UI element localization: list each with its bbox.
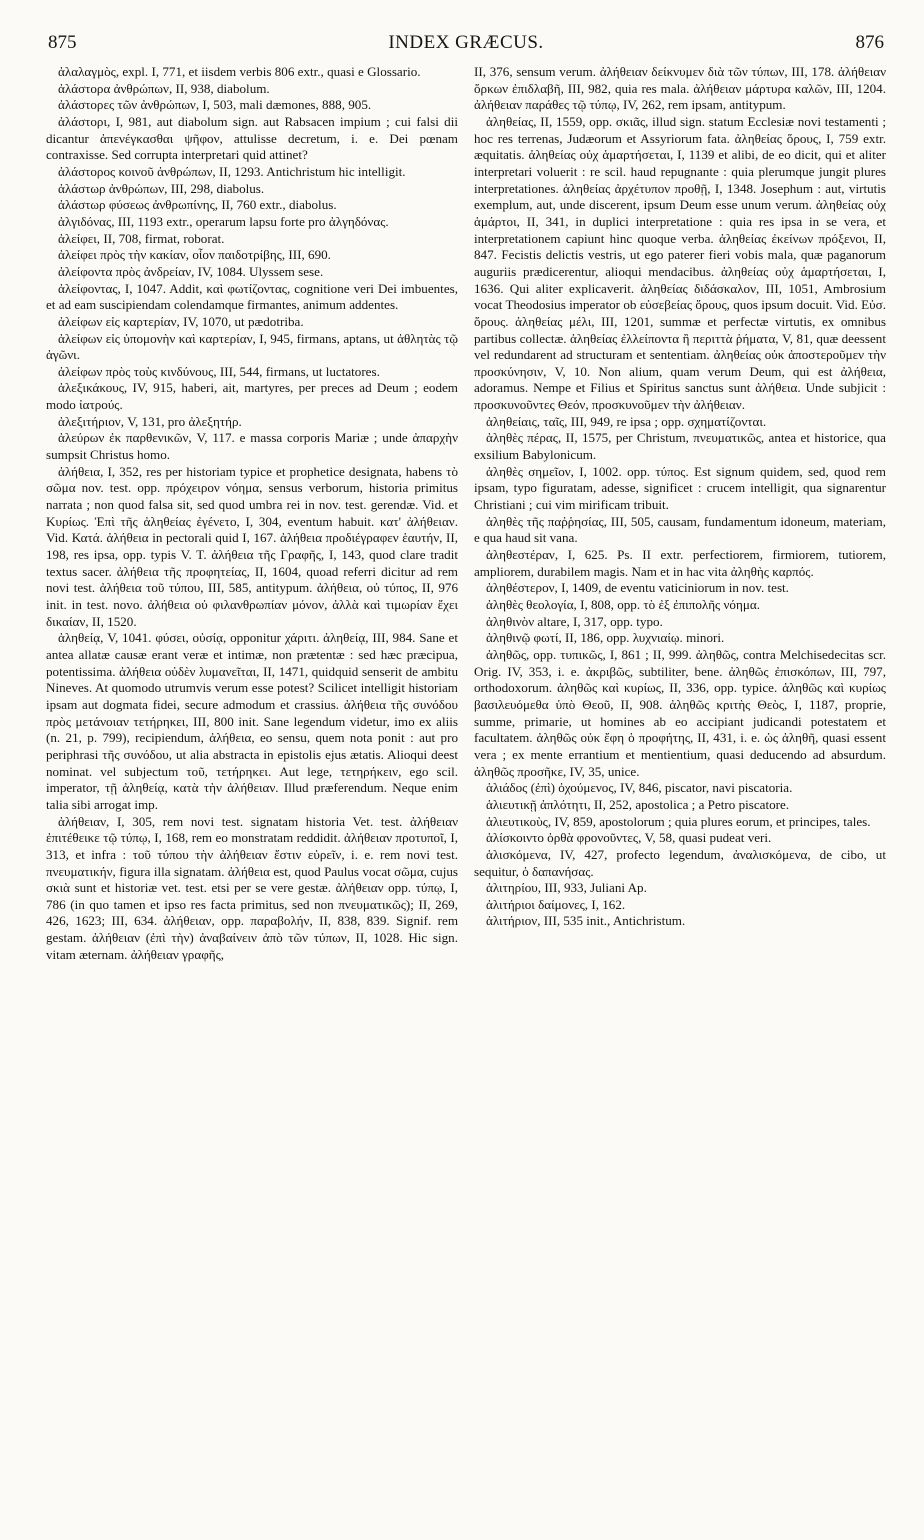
index-entry: ἀληθείᾳ, V, 1041. φύσει, οὐσίᾳ, opponitur χάριτι. ἀληθείᾳ, III, 984. Sane et antea allatæ causæ erant veræ et intimæ, non prætentæ : sed hæc præcipua, potentissima. ἀλήθεια οὐδὲν λυμανεῖται, II, 1471, quidquid senserit de ambitu Nineves. At quomodo utrumvis verum esse potest? Scilicet intelligit historiam ipsam aut dogmata fidei, secure admodum et crassius. ἀλήθεια τῆς συνόδου πρὸς μετάνοιαν τετήρηκει, III, 800 init. Sane legendum videtur, imo ex aliis (n. 21, p. 799), recipiendum, ἀλήθεια, eo sensu, quem nota ponit : aut pro periphrasi τῆς συνόδου, ut alia abstracta in epistolis ejus ætatis. Alioqui deest nominat. vel subjectum τοῦ, τετήρηκει. Aut lege, τετηρήκειν, ego scil. imperator, τῇ ἀληθείᾳ, κατὰ τὴν ἀλήθειαν. Illud præferendum. Neque enim talia sibi arrogat imp. — [46, 630, 458, 812]
index-entry: ἀληθὲς θεολογία, I, 808, opp. τὸ ἐξ ἐπιπολῆς νόημα. — [486, 597, 760, 612]
index-entry: ἀλάστορος κοινοῦ ἀνθρώπων, II, 1293. Antichristum hic intelligit. — [58, 163, 406, 179]
index-entry: ἀλείφοντα πρὸς ἀνδρείαν, IV, 1084. Ulyssem sese. — [58, 263, 324, 279]
index-entry: ἀλάστωρ ἀνθρώπων, III, 298, diabolus. — [58, 180, 265, 196]
index-entry: ἀλάστορες τῶν ἀνθρώπων, I, 503, mali dæmones, 888, 905. — [58, 97, 372, 113]
index-entry: ἀλιτήριον, III, 535 init., Antichristum. — [486, 913, 686, 929]
index-entry: ἀληθεστέραν, I, 625. Ps. II extr. perfectiorem, firmiorem, tutiorem, ampliorem, durabilem magis. Nam et in hac vita ἀληθὴς καρπός. — [474, 547, 886, 579]
index-entry: ἀλήθεια, I, 352, res per historiam typice et prophetice designata, habens τὸ σῶμα nov. test. opp. πρόχειρον νόημα, sensus verborum, historia primitus narrata ; non quod falsa sit, sed quod umbra rei in nov. test. gerendæ. Vid. et Κυρίως. Ἐπὶ τῆς ἀληθείας ἐγένετο, I, 304, eventum habuit. κατ' ἀλήθειαν. Vid. Κατά. ἀλήθεια in pectorali quid I, 167. ἀλήθεια προδιέγραφεν ἑαυτήν, II, 198, res ipsa, opp. typis V. T. ἀλήθεια τῆς Γραφῆς, I, 143, quod clare tradit textus sacer. ἀλήθεια τῆς προφητείας, II, 1604, quoad referri dicitur ad rem novi test. ἀλήθεια τοῦ τύπου, III, 585, antitypum. ἀλήθεια, οὐ τύπος, II, 976 init. in test. novo. ἀλήθεια οὐ φιλανθρωπίαν μόνον, ἀλλὰ καὶ τιμωρίαν ἔχει δικαίαν, II, 1520. — [46, 463, 458, 629]
index-entry: ἀλείφων εἰς καρτερίαν, IV, 1070, ut pædotriba. — [58, 313, 304, 329]
index-entry: ἁλιάδος (ἐπὶ) ὀχούμενος, IV, 846, piscator, navi piscatoria. — [486, 780, 793, 796]
page-title: INDEX GRÆCUS. — [388, 32, 544, 53]
index-entry: ἀληθινὸν altare, I, 317, opp. typo. — [486, 613, 663, 629]
index-entry: ἀλείφει, II, 708, firmat, roborat. — [58, 230, 225, 246]
index-entry: ἀλιτήριοι δαίμονες, I, 162. — [486, 896, 626, 912]
page-number-right: 876 — [855, 32, 884, 53]
index-entry: ἀλείφοντας, I, 1047. Addit, καὶ φωτίζοντας, cognitione veri Dei imbuentes, et ad eam suscipiendam colendamque firmantes, animum addentes. — [46, 280, 458, 313]
index-entry: ἀλιτηρίου, III, 933, Juliani Ap. — [486, 880, 647, 896]
index-entry: II, 376, sensum verum. ἀλήθειαν δείκνυμεν διὰ τῶν τύπων, III, 178. ἀλήθειαν ὅρκων ἐπιδλαβῆ, III, 982, quia res mala. ἀλήθειαν μάρτυρα καλῶν, III, 1204. ἀλήθειαν παράθες τῷ τύπῳ, IV, 262, rem ipsam, antitypum. — [474, 64, 886, 113]
index-entry: ἀλεύρων ἐκ παρθενικῶν, V, 117. e massa corporis Mariæ ; unde ἀπαρχὴν sumpsit Christus homo. — [46, 430, 458, 463]
index-entry: ἀλαλαγμὸς, expl. I, 771, et iisdem verbis 806 extr., quasi e Glossario. — [58, 64, 421, 79]
index-entry: ἀλάστωρ φύσεως ἀνθρωπίνης, II, 760 extr., diabolus. — [58, 197, 337, 213]
left-column — [46, 64, 458, 963]
index-entry: ἀληθὲς πέρας, II, 1575, per Christum, πνευματικῶς, antea et historice, qua exsilium Babylonicum. — [474, 430, 886, 463]
index-entry: ἀληθινῷ φωτί, II, 186, opp. λυχνιαίῳ. minori. — [486, 630, 725, 646]
index-entry: ἀλήθειαν, I, 305, rem novi test. signatam historia Vet. test. ἀλήθειαν ἐπιτέθεικε τῷ τύπῳ, I, 168, rem eo monstratam reddidit. ἀλήθειαν προτυποῖ, I, 313, et infra : τοῦ τύπου τὴν ἀλήθειαν ἔστιν εὑρεῖν, i. e. rem novi test. πνευματικήν, figura illa signatam. ἀλήθεια est, quod Paulus vocat σῶμα, cujus σκιὰ sunt et historiæ vet. test. etsi per se vere gestæ. ἀλήθειαν opp. τύπῳ, I, 786 (in quo tamen et ipso res facta primitus, sed non πνευματικῶς); II, 269, 426, 1623; III, 634. ἀλήθειαν, opp. παραβολήν, II, 838, 839. Signif. rem gestam. ἀλήθειαν (ἐπὶ τὴν) ἀναβαίνειν ἀπὸ τῶν τύπων, II, 1028. Hic sign. vitam æternam. ἀλήθειαν γραφῆς, — [46, 813, 458, 962]
index-entry: ἁλιευτικῇ ἀπλότητι, II, 252, apostolica ; a Petro piscatore. — [486, 796, 790, 812]
index-entry: ἀληθῶς, opp. τυπικῶς, I, 861 ; II, 999. ἀληθῶς, contra Melchisedecitas scr. Orig. IV, 353, i. e. ἀκριβῶς, subtiliter, bene. ἀληθῶς ἐπισκόπων, III, 797, orthodoxorum. ἀληθῶς καὶ κυρίως, II, 336, opp. typice. ἀληθῶς καὶ κυρίως βασιλευόμεθα ὑπὸ Θεοῦ, II, 908. ἀληθῶς κριτὴς Θεὸς, I, 1187, proprie, summe, primarie, ut homines ab eo accipiant judicandi potestatem et facultatem. ἀληθῶς οὐκ ἔφη ὁ προφήτης, II, 431, i. e. ὡς ἀληθῆ, quasi essent vera ; ex mente errantium et mentientium, quasi deducendo ad absurdum. ἀληθῶς προσῆκε, IV, 35, unice. — [474, 646, 886, 779]
right-column — [474, 64, 886, 930]
running-header — [48, 32, 884, 60]
index-entry: ἀληθέστερον, I, 1409, de eventu vaticiniorum in nov. test. — [486, 580, 789, 596]
index-entry: ἀλείφων εἰς ὑπομονὴν καὶ καρτερίαν, I, 945, firmans, aptans, ut ἀθλητὰς τῷ ἀγῶνι. — [46, 330, 458, 363]
index-entry: ἀλείφων πρὸς τοὺς κινδύνους, III, 544, firmans, ut luctatores. — [58, 363, 380, 379]
index-entry: ἁλισκόμενα, IV, 427, profecto legendum, ἀναλισκόμενα, de cibo, ut sequitur, ὁ δαπανήσας. — [474, 846, 886, 879]
index-entry: ἀληθείαις, ταῖς, III, 949, re ipsa ; opp. σχηματίζονται. — [486, 413, 767, 429]
index-entry: ἀληθὲς τῆς παῤῥησίας, III, 505, causam, fundamentum idoneum, materiam, e qua haud sit vana. — [474, 513, 886, 546]
index-entry: ἀλάστορα ἀνθρώπων, II, 938, diabolum. — [58, 80, 270, 96]
index-entry: ἀλγιδόνας, III, 1193 extr., operarum lapsu forte pro ἀλγηδόνας. — [58, 213, 389, 229]
index-entry: ἀληθὲς σημεῖον, I, 1002. opp. τύπος. Est signum quidem, sed, quod rem ipsam, typo figuratam, adesse, significet : crucem intelligit, qua signarentur Christiani ; cui vim mirificam tribuit. — [474, 463, 886, 513]
index-entry: ἀλείφει πρὸς τὴν κακίαν, οἷον παιδοτρίβης, III, 690. — [58, 247, 331, 263]
index-entry: ἀλάστορι, I, 981, aut diabolum sign. aut Rabsacen impium ; cui falsi dii dicantur ἀπενέγκασθαι ψῆφον, attulisse decretum, i. e. Dei pœnam contraxisse. Sed corrupta interpretari quid attinet? — [46, 113, 458, 163]
index-entry: ἀληθείας, II, 1559, opp. σκιᾶς, illud sign. statum Ecclesiæ novi testamenti ; hoc res terrenas, Judæorum et Assyriorum fata. ἀληθείας ὅρους, I, 759 extr. æquitatis. ἀληθείας οὐχ ἁμαρτήσεται, I, 1139 et alibi, de eo dicit, qui et aliter interpretari voluerit : re scil. haud repugnante : quia plerumque jungit plures interpretationes. ἀληθείας ἀρχέτυπον προθῇ, I, 1348. Josephum : aut, virtutis exemplum, aut, unde discerent, ipsum Deum esse unum verum. ἀληθείας οὐχ ἁμάρτοι, II, 341, in duplici interpretatione : quia res ipsa in se vera, et interpretationem capiunt hinc quoque verba. ἀληθείας ἐκείνων πρόξενοι, II, 847. Fecistis delictis vestris, ut ego paterer fieri vobis mala, quæ paganorum auguriis prædicerentur, alioqui mendacibus. ἀληθείας οὐχ ἁμαρτήσεται, I, 1636. Qui aliter explicaverit. ἀληθείας διδάσκαλον, III, 1051, Ambrosium vocat Theodosius imperator ob εὐσεβείας ὅρους, quos ipsum docuit. Vid. Εὐσ. ὅρους. ἀληθείας μέλι, III, 1201, summæ et perfectæ virtutis, ex omnibus partibus collectæ. ἀληθείας ἐλλείποντα ἢ περιττὰ ῥήματα, V, 81, quæ deessent vel redundarent ad structuram et sententiam. ἀληθείας οὐκ ἀποστεροῦμεν τὴν προσκύνησιν, V, 10. Non alium, quam verum Deum, qui est ἀλήθεια, adoramus. Nempe et Filius et Spiritus sanctus sunt ἀλήθεια. Unde subjicit : προσκυνοῦντες Θεόν, προσκυνοῦμεν τὴν ἀλήθειαν. — [474, 113, 886, 413]
index-entry: ἁλίσκοιντο ὀρθὰ φρονοῦντες, V, 58, quasi pudeat veri. — [486, 830, 772, 846]
index-entry: ἀλεξιτήριον, V, 131, pro ἀλεξητήρ. — [58, 413, 242, 429]
page-number-left: 875 — [48, 32, 77, 53]
index-entry: ἀλεξικάκους, IV, 915, haberi, ait, martyres, per preces ad Deum ; eodem modo ἰατρούς. — [46, 380, 458, 413]
index-entry: ἁλιευτικοὺς, IV, 859, apostolorum ; quia plures eorum, et principes, tales. — [486, 813, 871, 829]
